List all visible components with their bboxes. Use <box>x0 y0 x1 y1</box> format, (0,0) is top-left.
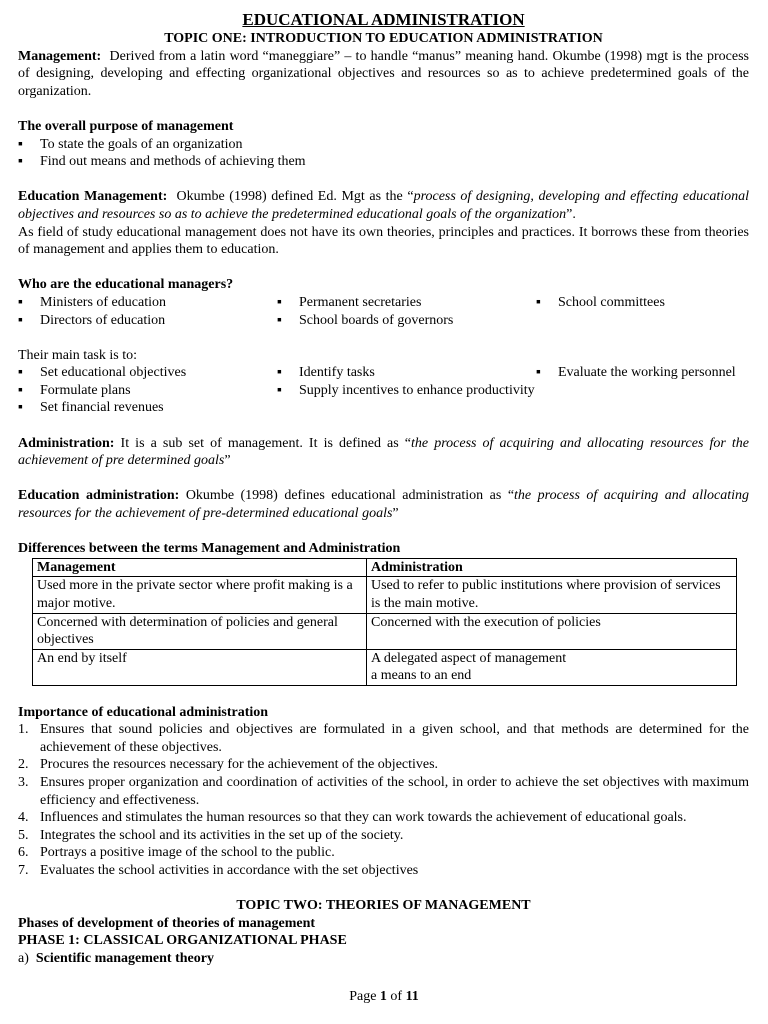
ed-administration-text-after: ” <box>392 506 399 522</box>
column-header-management: Management <box>33 558 367 577</box>
administration-quote: the process of acquiring and allocating resources for the achievement of pre determined goals <box>18 435 750 469</box>
administration-text-before: It is a sub set of management. It is defined as “ <box>120 435 412 451</box>
managers-col-1 <box>18 294 277 329</box>
list-item: ▪ School boards of governors <box>277 312 536 330</box>
purpose-list <box>18 136 749 171</box>
managers-col-2 <box>277 294 536 329</box>
managers-col-3 <box>536 294 749 329</box>
tasks-col-1 <box>18 364 277 417</box>
tasks-col-2 <box>277 364 536 417</box>
list-item: ▪ Evaluate the working personnel <box>536 364 749 382</box>
list-item: ▪ Permanent secretaries <box>277 294 536 312</box>
table-cell: Used more in the private sector where profit making is a major motive. <box>33 577 367 613</box>
list-item: ▪ Directors of education <box>18 312 277 330</box>
phase-one-heading: PHASE 1: CLASSICAL ORGANIZATIONAL PHASE <box>18 933 347 949</box>
list-item: ▪ Set financial revenues <box>18 399 277 417</box>
table-header-row <box>33 558 737 577</box>
administration-text-after: ” <box>224 453 231 469</box>
topic-one-heading: TOPIC ONE: INTRODUCTION TO EDUCATION ADMINISTRATION <box>164 31 603 46</box>
list-item: ▪ Ministers of education <box>18 294 277 312</box>
list-item: ▪ Identify tasks <box>277 364 536 382</box>
column-header-administration: Administration <box>367 558 737 577</box>
tasks-col-3 <box>536 364 749 417</box>
differences-heading: Differences between the terms Management and Administration <box>18 541 401 557</box>
purpose-heading: The overall purpose of management <box>18 118 234 134</box>
ed-management-text-before: Okumbe (1998) defined Ed. Mgt as the “ <box>176 189 414 205</box>
subsection-a <box>18 950 749 968</box>
subsection-title: Scientific management theory <box>35 950 214 966</box>
list-item: 5. Integrates the school and its activities in the set up of the society. <box>18 827 404 843</box>
document-title: EDUCATIONAL ADMINISTRATION <box>242 10 525 29</box>
list-item: 2. Procures the resources necessary for the achievement of the objectives. <box>18 757 439 773</box>
ed-administration-text-before: Okumbe (1998) defines educational administration as “ <box>185 488 515 504</box>
table-cell: Concerned with the execution of policies <box>367 613 737 649</box>
ed-administration-paragraph <box>18 487 749 522</box>
footer-of: of <box>386 989 406 1004</box>
page-footer <box>0 988 768 1006</box>
ed-administration-label: Education administration: <box>18 488 180 504</box>
ed-administration-quote: the process of acquiring and allocating resources for the achievement of pre-determined educational goals <box>18 488 749 522</box>
table-row <box>33 577 737 613</box>
importance-list <box>18 721 749 879</box>
tasks-columns <box>18 364 749 417</box>
managers-columns <box>18 294 749 329</box>
ed-management-paragraph <box>18 188 749 223</box>
management-text: Derived from a latin word “maneggiare” – to handle “manus” meaning hand. Okumbe (1998) mgt is the process of designing, developing and effecting organizational objectives and resources so as to achieve predetermined goals of the organization. <box>18 48 750 99</box>
ed-management-label: Education Management: <box>18 189 168 205</box>
table-row <box>33 649 737 685</box>
table-cell: A delegated aspect of management a means to an end <box>367 649 737 685</box>
phases-heading: Phases of development of theories of management <box>18 915 316 931</box>
administration-paragraph <box>18 435 749 470</box>
tasks-intro: Their main task is to: <box>18 347 137 363</box>
list-item: ▪ School committees <box>536 294 749 312</box>
management-label: Management: <box>18 48 102 64</box>
administration-label: Administration: <box>18 435 115 451</box>
list-item: ▪ To state the goals of an organization <box>18 136 749 154</box>
importance-heading: Importance of educational administration <box>18 704 269 720</box>
footer-total-pages: 11 <box>405 989 419 1004</box>
list-item: 1. Ensures that sound policies and objectives are formulated in a given school, and that methods are determined for the achievement of these objectives. <box>18 722 749 755</box>
list-item: 3. Ensures proper organization and coordination of activities of the school, in order to achieve the set objectives with maximum efficiency and effectiveness. <box>18 774 749 808</box>
ed-management-text-after: ”. <box>566 206 576 222</box>
list-item: 6. Portrays a positive image of the school to the public. <box>18 845 335 861</box>
ed-management-quote: process of designing, developing and effecting educational objectives and resources so as to achieve the predetermined educational goals of the organization <box>18 189 749 222</box>
management-paragraph <box>18 48 749 101</box>
managers-heading: Who are the educational managers? <box>18 277 234 293</box>
differences-table <box>32 558 737 686</box>
list-item: 7. Evaluates the school activities in accordance with the set objectives <box>18 862 419 878</box>
list-item: 4. Influences and stimulates the human resources so that they can work towards the achievement of educational goals. <box>18 810 687 826</box>
footer-prefix: Page <box>349 989 380 1004</box>
table-cell: Used to refer to public institutions where provision of services is the main motive. <box>367 577 737 613</box>
list-item: ▪ Formulate plans <box>18 382 277 400</box>
table-cell: Concerned with determination of policies and general objectives <box>33 613 367 649</box>
subsection-marker: a) <box>18 950 29 966</box>
list-item: ▪ Set educational objectives <box>18 364 277 382</box>
footer-page-number: 1 <box>379 989 387 1004</box>
list-item: ▪ Supply incentives to enhance productivity <box>277 382 536 400</box>
topic-two-heading: TOPIC TWO: THEORIES OF MANAGEMENT <box>236 898 531 914</box>
table-cell: An end by itself <box>33 649 367 685</box>
list-item: ▪ Find out means and methods of achieving them <box>18 153 749 171</box>
ed-management-paragraph-2: As field of study educational management does not have its own theories, principles and practices. It borrows these from theories of management and applies them to education. <box>18 224 749 258</box>
table-row <box>33 613 737 649</box>
